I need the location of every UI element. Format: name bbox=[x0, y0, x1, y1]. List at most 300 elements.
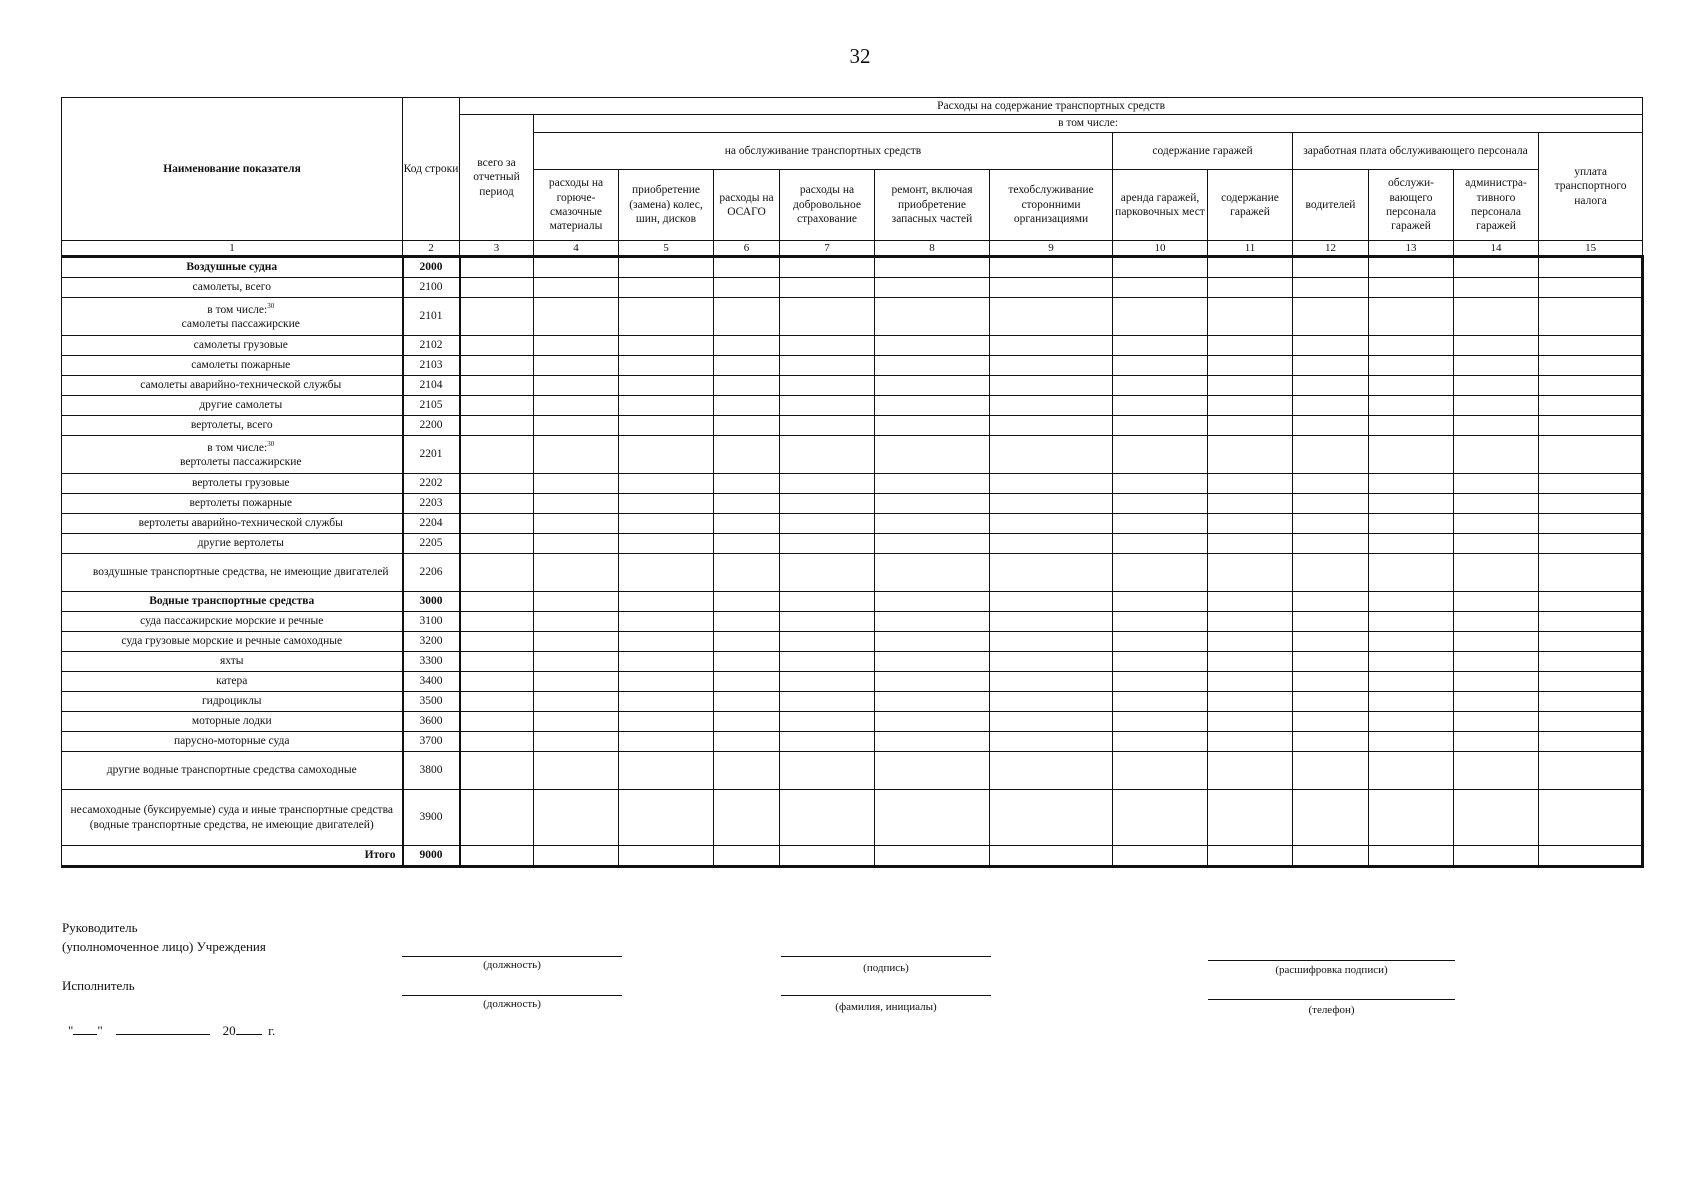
input-cell[interactable] bbox=[714, 632, 780, 652]
input-cell[interactable] bbox=[875, 356, 990, 376]
input-cell[interactable] bbox=[990, 494, 1113, 514]
input-cell[interactable] bbox=[875, 732, 990, 752]
input-cell[interactable] bbox=[1293, 396, 1369, 416]
input-cell[interactable] bbox=[1369, 298, 1454, 336]
input-cell[interactable] bbox=[1454, 436, 1539, 474]
input-cell[interactable] bbox=[1539, 494, 1643, 514]
input-cell[interactable] bbox=[780, 692, 875, 712]
input-cell[interactable] bbox=[460, 298, 534, 336]
input-cell[interactable] bbox=[780, 752, 875, 790]
date-month-field[interactable] bbox=[116, 1034, 210, 1035]
input-cell[interactable] bbox=[990, 692, 1113, 712]
input-cell[interactable] bbox=[1539, 416, 1643, 436]
input-cell[interactable] bbox=[1113, 790, 1208, 846]
input-cell[interactable] bbox=[1539, 592, 1643, 612]
input-cell[interactable] bbox=[1293, 752, 1369, 790]
input-cell[interactable] bbox=[619, 336, 714, 356]
input-cell[interactable] bbox=[534, 692, 619, 712]
input-cell[interactable] bbox=[875, 474, 990, 494]
input-cell[interactable] bbox=[1293, 416, 1369, 436]
input-cell[interactable] bbox=[780, 278, 875, 298]
input-cell[interactable] bbox=[714, 436, 780, 474]
input-cell[interactable] bbox=[534, 396, 619, 416]
input-cell[interactable] bbox=[1208, 278, 1293, 298]
input-cell[interactable] bbox=[619, 592, 714, 612]
input-cell[interactable] bbox=[1454, 752, 1539, 790]
input-cell[interactable] bbox=[875, 336, 990, 356]
input-cell[interactable] bbox=[1539, 846, 1643, 867]
input-cell[interactable] bbox=[714, 514, 780, 534]
input-cell[interactable] bbox=[875, 257, 990, 278]
input-cell[interactable] bbox=[1369, 554, 1454, 592]
input-cell[interactable] bbox=[1539, 712, 1643, 732]
input-cell[interactable] bbox=[1369, 752, 1454, 790]
input-cell[interactable] bbox=[1539, 336, 1643, 356]
input-cell[interactable] bbox=[460, 612, 534, 632]
input-cell[interactable] bbox=[1113, 396, 1208, 416]
input-cell[interactable] bbox=[1208, 356, 1293, 376]
input-cell[interactable] bbox=[780, 672, 875, 692]
input-cell[interactable] bbox=[619, 752, 714, 790]
input-cell[interactable] bbox=[1208, 494, 1293, 514]
input-cell[interactable] bbox=[1113, 534, 1208, 554]
input-cell[interactable] bbox=[619, 376, 714, 396]
input-cell[interactable] bbox=[1208, 376, 1293, 396]
input-cell[interactable] bbox=[1208, 592, 1293, 612]
input-cell[interactable] bbox=[1369, 436, 1454, 474]
input-cell[interactable] bbox=[990, 732, 1113, 752]
input-cell[interactable] bbox=[1454, 554, 1539, 592]
input-cell[interactable] bbox=[534, 790, 619, 846]
input-cell[interactable] bbox=[1208, 752, 1293, 790]
input-cell[interactable] bbox=[1113, 592, 1208, 612]
input-cell[interactable] bbox=[714, 692, 780, 712]
input-cell[interactable] bbox=[875, 592, 990, 612]
input-cell[interactable] bbox=[875, 494, 990, 514]
input-cell[interactable] bbox=[780, 396, 875, 416]
input-cell[interactable] bbox=[1208, 692, 1293, 712]
input-cell[interactable] bbox=[1113, 436, 1208, 474]
input-cell[interactable] bbox=[990, 396, 1113, 416]
input-cell[interactable] bbox=[1454, 494, 1539, 514]
input-cell[interactable] bbox=[875, 416, 990, 436]
input-cell[interactable] bbox=[875, 846, 990, 867]
input-cell[interactable] bbox=[990, 474, 1113, 494]
input-cell[interactable] bbox=[1454, 632, 1539, 652]
input-cell[interactable] bbox=[990, 752, 1113, 790]
input-cell[interactable] bbox=[1293, 846, 1369, 867]
input-cell[interactable] bbox=[1293, 612, 1369, 632]
input-cell[interactable] bbox=[1293, 257, 1369, 278]
input-cell[interactable] bbox=[1369, 278, 1454, 298]
input-cell[interactable] bbox=[1113, 356, 1208, 376]
input-cell[interactable] bbox=[1208, 732, 1293, 752]
input-cell[interactable] bbox=[990, 846, 1113, 867]
input-cell[interactable] bbox=[990, 554, 1113, 592]
input-cell[interactable] bbox=[619, 534, 714, 554]
input-cell[interactable] bbox=[1113, 494, 1208, 514]
input-cell[interactable] bbox=[1454, 712, 1539, 732]
input-cell[interactable] bbox=[1369, 494, 1454, 514]
decoding-line[interactable] bbox=[1208, 960, 1455, 961]
input-cell[interactable] bbox=[460, 474, 534, 494]
input-cell[interactable] bbox=[619, 514, 714, 534]
input-cell[interactable] bbox=[619, 732, 714, 752]
input-cell[interactable] bbox=[1293, 652, 1369, 672]
input-cell[interactable] bbox=[1539, 436, 1643, 474]
input-cell[interactable] bbox=[1369, 732, 1454, 752]
input-cell[interactable] bbox=[1369, 336, 1454, 356]
input-cell[interactable] bbox=[1113, 474, 1208, 494]
input-cell[interactable] bbox=[460, 592, 534, 612]
input-cell[interactable] bbox=[534, 534, 619, 554]
input-cell[interactable] bbox=[1113, 298, 1208, 336]
input-cell[interactable] bbox=[1113, 752, 1208, 790]
input-cell[interactable] bbox=[1369, 592, 1454, 612]
input-cell[interactable] bbox=[780, 612, 875, 632]
input-cell[interactable] bbox=[1113, 257, 1208, 278]
input-cell[interactable] bbox=[619, 632, 714, 652]
input-cell[interactable] bbox=[460, 790, 534, 846]
input-cell[interactable] bbox=[534, 592, 619, 612]
input-cell[interactable] bbox=[990, 514, 1113, 534]
input-cell[interactable] bbox=[875, 554, 990, 592]
input-cell[interactable] bbox=[1208, 514, 1293, 534]
input-cell[interactable] bbox=[714, 652, 780, 672]
input-cell[interactable] bbox=[534, 298, 619, 336]
input-cell[interactable] bbox=[1208, 632, 1293, 652]
input-cell[interactable] bbox=[1454, 474, 1539, 494]
input-cell[interactable] bbox=[1539, 692, 1643, 712]
input-cell[interactable] bbox=[714, 257, 780, 278]
input-cell[interactable] bbox=[1293, 474, 1369, 494]
input-cell[interactable] bbox=[534, 278, 619, 298]
input-cell[interactable] bbox=[619, 474, 714, 494]
input-cell[interactable] bbox=[619, 494, 714, 514]
input-cell[interactable] bbox=[1539, 257, 1643, 278]
input-cell[interactable] bbox=[460, 278, 534, 298]
input-cell[interactable] bbox=[1208, 257, 1293, 278]
input-cell[interactable] bbox=[1113, 278, 1208, 298]
input-cell[interactable] bbox=[534, 376, 619, 396]
input-cell[interactable] bbox=[1539, 672, 1643, 692]
input-cell[interactable] bbox=[1369, 790, 1454, 846]
input-cell[interactable] bbox=[1369, 632, 1454, 652]
input-cell[interactable] bbox=[780, 298, 875, 336]
input-cell[interactable] bbox=[1369, 257, 1454, 278]
input-cell[interactable] bbox=[534, 356, 619, 376]
input-cell[interactable] bbox=[780, 554, 875, 592]
input-cell[interactable] bbox=[1113, 554, 1208, 592]
input-cell[interactable] bbox=[875, 652, 990, 672]
input-cell[interactable] bbox=[1454, 534, 1539, 554]
input-cell[interactable] bbox=[1369, 534, 1454, 554]
input-cell[interactable] bbox=[714, 534, 780, 554]
date-day-field[interactable] bbox=[73, 1034, 97, 1035]
input-cell[interactable] bbox=[714, 494, 780, 514]
input-cell[interactable] bbox=[1369, 356, 1454, 376]
input-cell[interactable] bbox=[875, 278, 990, 298]
input-cell[interactable] bbox=[1293, 278, 1369, 298]
input-cell[interactable] bbox=[460, 436, 534, 474]
input-cell[interactable] bbox=[534, 712, 619, 732]
input-cell[interactable] bbox=[534, 846, 619, 867]
input-cell[interactable] bbox=[780, 376, 875, 396]
input-cell[interactable] bbox=[619, 396, 714, 416]
input-cell[interactable] bbox=[460, 732, 534, 752]
input-cell[interactable] bbox=[1539, 732, 1643, 752]
input-cell[interactable] bbox=[1208, 554, 1293, 592]
input-cell[interactable] bbox=[1369, 692, 1454, 712]
input-cell[interactable] bbox=[780, 846, 875, 867]
input-cell[interactable] bbox=[1539, 612, 1643, 632]
input-cell[interactable] bbox=[534, 494, 619, 514]
input-cell[interactable] bbox=[1113, 672, 1208, 692]
input-cell[interactable] bbox=[534, 436, 619, 474]
input-cell[interactable] bbox=[460, 554, 534, 592]
input-cell[interactable] bbox=[1293, 298, 1369, 336]
input-cell[interactable] bbox=[1369, 474, 1454, 494]
position-line[interactable] bbox=[402, 956, 622, 957]
input-cell[interactable] bbox=[1454, 336, 1539, 356]
input-cell[interactable] bbox=[534, 732, 619, 752]
input-cell[interactable] bbox=[534, 416, 619, 436]
input-cell[interactable] bbox=[1208, 846, 1293, 867]
input-cell[interactable] bbox=[1113, 612, 1208, 632]
input-cell[interactable] bbox=[1369, 712, 1454, 732]
input-cell[interactable] bbox=[714, 554, 780, 592]
input-cell[interactable] bbox=[1113, 712, 1208, 732]
input-cell[interactable] bbox=[875, 514, 990, 534]
input-cell[interactable] bbox=[990, 632, 1113, 652]
input-cell[interactable] bbox=[1369, 514, 1454, 534]
input-cell[interactable] bbox=[619, 846, 714, 867]
input-cell[interactable] bbox=[460, 752, 534, 790]
input-cell[interactable] bbox=[780, 494, 875, 514]
input-cell[interactable] bbox=[1539, 632, 1643, 652]
input-cell[interactable] bbox=[875, 752, 990, 790]
input-cell[interactable] bbox=[990, 652, 1113, 672]
input-cell[interactable] bbox=[1293, 436, 1369, 474]
input-cell[interactable] bbox=[534, 672, 619, 692]
input-cell[interactable] bbox=[1454, 592, 1539, 612]
input-cell[interactable] bbox=[1539, 356, 1643, 376]
input-cell[interactable] bbox=[1539, 652, 1643, 672]
input-cell[interactable] bbox=[1454, 396, 1539, 416]
position-line-2[interactable] bbox=[402, 995, 622, 996]
input-cell[interactable] bbox=[990, 356, 1113, 376]
input-cell[interactable] bbox=[780, 436, 875, 474]
input-cell[interactable] bbox=[1113, 692, 1208, 712]
input-cell[interactable] bbox=[875, 672, 990, 692]
input-cell[interactable] bbox=[875, 298, 990, 336]
input-cell[interactable] bbox=[1113, 846, 1208, 867]
input-cell[interactable] bbox=[1293, 672, 1369, 692]
name-line[interactable] bbox=[781, 995, 991, 996]
input-cell[interactable] bbox=[714, 592, 780, 612]
input-cell[interactable] bbox=[619, 612, 714, 632]
input-cell[interactable] bbox=[534, 652, 619, 672]
input-cell[interactable] bbox=[460, 692, 534, 712]
input-cell[interactable] bbox=[460, 652, 534, 672]
input-cell[interactable] bbox=[1454, 732, 1539, 752]
input-cell[interactable] bbox=[1113, 632, 1208, 652]
input-cell[interactable] bbox=[990, 416, 1113, 436]
input-cell[interactable] bbox=[714, 336, 780, 356]
input-cell[interactable] bbox=[1208, 416, 1293, 436]
input-cell[interactable] bbox=[460, 494, 534, 514]
input-cell[interactable] bbox=[619, 436, 714, 474]
input-cell[interactable] bbox=[534, 752, 619, 790]
input-cell[interactable] bbox=[460, 514, 534, 534]
input-cell[interactable] bbox=[714, 752, 780, 790]
input-cell[interactable] bbox=[714, 672, 780, 692]
input-cell[interactable] bbox=[780, 592, 875, 612]
signature-line[interactable] bbox=[781, 956, 991, 957]
input-cell[interactable] bbox=[1454, 846, 1539, 867]
input-cell[interactable] bbox=[780, 652, 875, 672]
input-cell[interactable] bbox=[990, 672, 1113, 692]
input-cell[interactable] bbox=[1113, 336, 1208, 356]
input-cell[interactable] bbox=[1293, 336, 1369, 356]
input-cell[interactable] bbox=[1293, 534, 1369, 554]
input-cell[interactable] bbox=[714, 376, 780, 396]
input-cell[interactable] bbox=[875, 712, 990, 732]
input-cell[interactable] bbox=[1369, 846, 1454, 867]
input-cell[interactable] bbox=[780, 534, 875, 554]
input-cell[interactable] bbox=[534, 514, 619, 534]
input-cell[interactable] bbox=[1539, 278, 1643, 298]
input-cell[interactable] bbox=[875, 790, 990, 846]
input-cell[interactable] bbox=[780, 336, 875, 356]
input-cell[interactable] bbox=[460, 376, 534, 396]
input-cell[interactable] bbox=[1539, 474, 1643, 494]
input-cell[interactable] bbox=[780, 416, 875, 436]
input-cell[interactable] bbox=[1539, 298, 1643, 336]
input-cell[interactable] bbox=[714, 474, 780, 494]
input-cell[interactable] bbox=[460, 416, 534, 436]
input-cell[interactable] bbox=[990, 376, 1113, 396]
input-cell[interactable] bbox=[990, 336, 1113, 356]
input-cell[interactable] bbox=[714, 790, 780, 846]
input-cell[interactable] bbox=[534, 336, 619, 356]
input-cell[interactable] bbox=[1539, 752, 1643, 790]
input-cell[interactable] bbox=[780, 712, 875, 732]
input-cell[interactable] bbox=[990, 278, 1113, 298]
input-cell[interactable] bbox=[1539, 534, 1643, 554]
input-cell[interactable] bbox=[780, 514, 875, 534]
input-cell[interactable] bbox=[1113, 376, 1208, 396]
input-cell[interactable] bbox=[990, 612, 1113, 632]
input-cell[interactable] bbox=[1293, 514, 1369, 534]
input-cell[interactable] bbox=[460, 534, 534, 554]
input-cell[interactable] bbox=[780, 257, 875, 278]
input-cell[interactable] bbox=[1208, 298, 1293, 336]
input-cell[interactable] bbox=[1113, 416, 1208, 436]
input-cell[interactable] bbox=[1454, 376, 1539, 396]
input-cell[interactable] bbox=[1454, 652, 1539, 672]
input-cell[interactable] bbox=[990, 257, 1113, 278]
input-cell[interactable] bbox=[1113, 652, 1208, 672]
input-cell[interactable] bbox=[1454, 672, 1539, 692]
input-cell[interactable] bbox=[1539, 790, 1643, 846]
input-cell[interactable] bbox=[619, 790, 714, 846]
input-cell[interactable] bbox=[714, 732, 780, 752]
input-cell[interactable] bbox=[460, 257, 534, 278]
input-cell[interactable] bbox=[1539, 376, 1643, 396]
input-cell[interactable] bbox=[780, 790, 875, 846]
input-cell[interactable] bbox=[619, 692, 714, 712]
input-cell[interactable] bbox=[619, 416, 714, 436]
input-cell[interactable] bbox=[1454, 257, 1539, 278]
input-cell[interactable] bbox=[875, 632, 990, 652]
input-cell[interactable] bbox=[534, 632, 619, 652]
input-cell[interactable] bbox=[1208, 712, 1293, 732]
input-cell[interactable] bbox=[1113, 514, 1208, 534]
input-cell[interactable] bbox=[1293, 692, 1369, 712]
input-cell[interactable] bbox=[460, 336, 534, 356]
input-cell[interactable] bbox=[1208, 652, 1293, 672]
input-cell[interactable] bbox=[619, 257, 714, 278]
input-cell[interactable] bbox=[1208, 672, 1293, 692]
input-cell[interactable] bbox=[714, 712, 780, 732]
input-cell[interactable] bbox=[1293, 592, 1369, 612]
input-cell[interactable] bbox=[1454, 612, 1539, 632]
input-cell[interactable] bbox=[619, 298, 714, 336]
input-cell[interactable] bbox=[780, 632, 875, 652]
input-cell[interactable] bbox=[875, 612, 990, 632]
input-cell[interactable] bbox=[1293, 554, 1369, 592]
input-cell[interactable] bbox=[990, 436, 1113, 474]
input-cell[interactable] bbox=[1208, 612, 1293, 632]
input-cell[interactable] bbox=[1369, 652, 1454, 672]
input-cell[interactable] bbox=[1293, 712, 1369, 732]
input-cell[interactable] bbox=[1293, 356, 1369, 376]
input-cell[interactable] bbox=[1369, 672, 1454, 692]
input-cell[interactable] bbox=[1369, 396, 1454, 416]
input-cell[interactable] bbox=[990, 534, 1113, 554]
input-cell[interactable] bbox=[875, 376, 990, 396]
input-cell[interactable] bbox=[1208, 790, 1293, 846]
input-cell[interactable] bbox=[1208, 396, 1293, 416]
input-cell[interactable] bbox=[619, 554, 714, 592]
input-cell[interactable] bbox=[714, 416, 780, 436]
input-cell[interactable] bbox=[990, 712, 1113, 732]
input-cell[interactable] bbox=[714, 396, 780, 416]
input-cell[interactable] bbox=[714, 278, 780, 298]
input-cell[interactable] bbox=[460, 846, 534, 867]
input-cell[interactable] bbox=[875, 692, 990, 712]
input-cell[interactable] bbox=[1369, 612, 1454, 632]
input-cell[interactable] bbox=[1208, 336, 1293, 356]
input-cell[interactable] bbox=[460, 672, 534, 692]
phone-line[interactable] bbox=[1208, 999, 1455, 1000]
input-cell[interactable] bbox=[1293, 790, 1369, 846]
input-cell[interactable] bbox=[1369, 376, 1454, 396]
input-cell[interactable] bbox=[1454, 514, 1539, 534]
input-cell[interactable] bbox=[460, 712, 534, 732]
input-cell[interactable] bbox=[619, 712, 714, 732]
input-cell[interactable] bbox=[1293, 732, 1369, 752]
input-cell[interactable] bbox=[1539, 554, 1643, 592]
input-cell[interactable] bbox=[780, 732, 875, 752]
input-cell[interactable] bbox=[1208, 474, 1293, 494]
input-cell[interactable] bbox=[619, 652, 714, 672]
input-cell[interactable] bbox=[1113, 732, 1208, 752]
input-cell[interactable] bbox=[1539, 396, 1643, 416]
input-cell[interactable] bbox=[619, 672, 714, 692]
input-cell[interactable] bbox=[875, 534, 990, 554]
